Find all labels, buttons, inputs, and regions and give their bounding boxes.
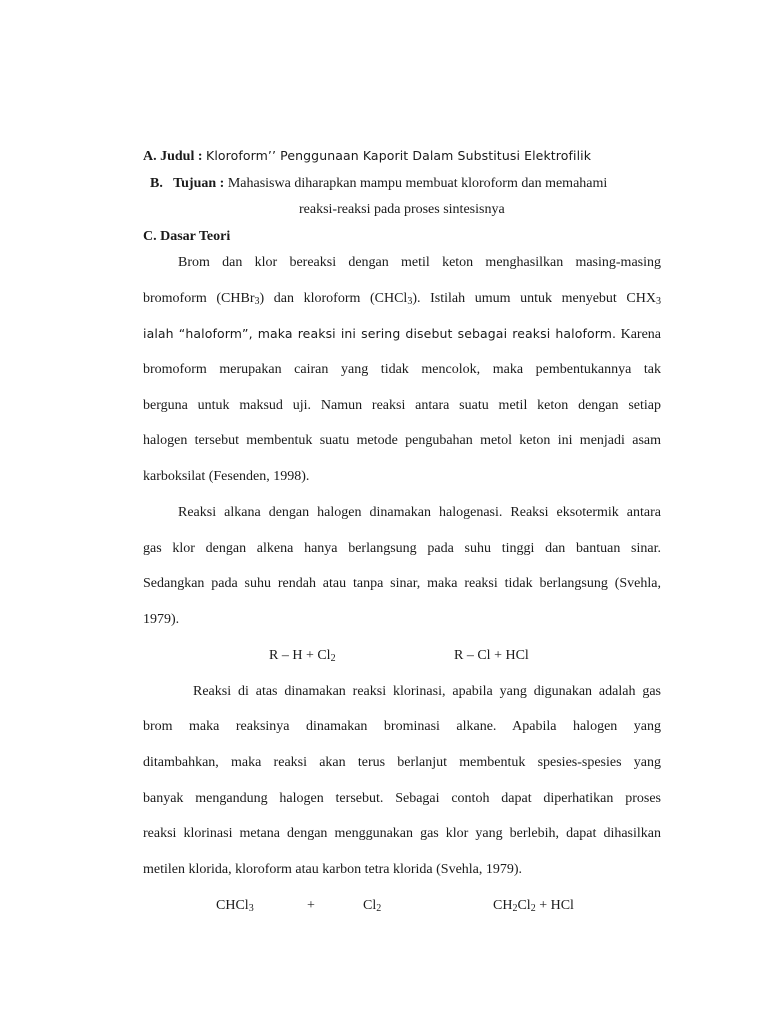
section-a-heading	[143, 147, 591, 166]
paragraph3-line5: reaksi klorinasi metana dengan menggunakan gas klor yang berlebih, dapat dihasilkan	[143, 826, 661, 841]
paragraph1-line1: Brom dan klor bereaksi dengan metil keton menghasilkan masing-masing	[178, 255, 661, 270]
paragraph3-line1: Reaksi di atas dinamakan reaksi klorinasi, apabila yang digunakan adalah gas	[193, 684, 661, 699]
paragraph2-line3: Sedangkan pada suhu rendah atau tanpa sinar, maka reaksi tidak berlangsung (Svehla,	[143, 576, 661, 591]
section-b-text-line2: reaksi-reaksi pada proses sintesisnya	[299, 202, 505, 217]
equation2-reactant2: $Cl_2$	[363, 898, 382, 914]
paragraph2-line4: 1979).	[143, 612, 180, 627]
section-b-heading	[150, 175, 607, 193]
section-c-heading: C. Dasar Teori	[143, 229, 231, 244]
paragraph1-line2: bromoform (CHBr$_3$) dan kloroform (CHCl$_3$). Istilah umum untuk menyebut $CHX_3$	[143, 291, 661, 307]
equation1-right: R – Cl + HCl	[454, 648, 529, 663]
paragraph2-line2: gas klor dengan alkena hanya berlangsung pada suhu tinggi dan bantuan sinar.	[143, 541, 661, 556]
section-b-text-line1: Mahasiswa diharapkan mampu membuat kloroform dan memahami	[227, 176, 608, 191]
section-b-label: B. Tujuan :	[150, 176, 225, 191]
paragraph3-line3: ditambahkan, maka reaksi akan terus berlanjut membentuk spesies-spesies yang	[143, 755, 661, 770]
equation2-product: $CH_2Cl_2$ + HCl	[493, 898, 574, 914]
equation2-reactant1: CHCl$_3$	[216, 898, 254, 914]
paragraph1-line4: bromoform merupakan cairan yang tidak mencolok, maka pembentukannya tak	[143, 362, 661, 377]
paragraph1-line3: ialah “haloform”, maka reaksi ini sering disebut sebagai reaksi haloform. Karena	[143, 326, 662, 342]
equation2-plus: +	[307, 898, 315, 913]
paragraph3-line2: brom maka reaksinya dinamakan brominasi alkane. Apabila halogen yang	[143, 719, 661, 734]
paragraph1-line6: halogen tersebut membentuk suatu metode pengubahan metol keton ini menjadi asam	[143, 433, 661, 448]
paragraph1-line5: berguna untuk maksud uji. Namun reaksi antara suatu metil keton dengan setiap	[143, 398, 661, 413]
section-a-title: Kloroform’’ Penggunaan Kaporit Dalam Substitusi Elektrofilik	[206, 148, 592, 163]
section-a-label: A. Judul :	[143, 149, 203, 164]
paragraph3-line4: banyak mengandung halogen tersebut. Sebagai contoh dapat diperhatikan proses	[143, 791, 661, 806]
equation1-left: $R - H + Cl_2$	[269, 648, 336, 664]
paragraph1-line7: karboksilat (Fesenden, 1998).	[143, 469, 310, 484]
paragraph2-line1: Reaksi alkana dengan halogen dinamakan halogenasi. Reaksi eksotermik antara	[178, 505, 661, 520]
paragraph3-line6: metilen klorida, kloroform atau karbon tetra klorida (Svehla, 1979).	[143, 862, 523, 877]
